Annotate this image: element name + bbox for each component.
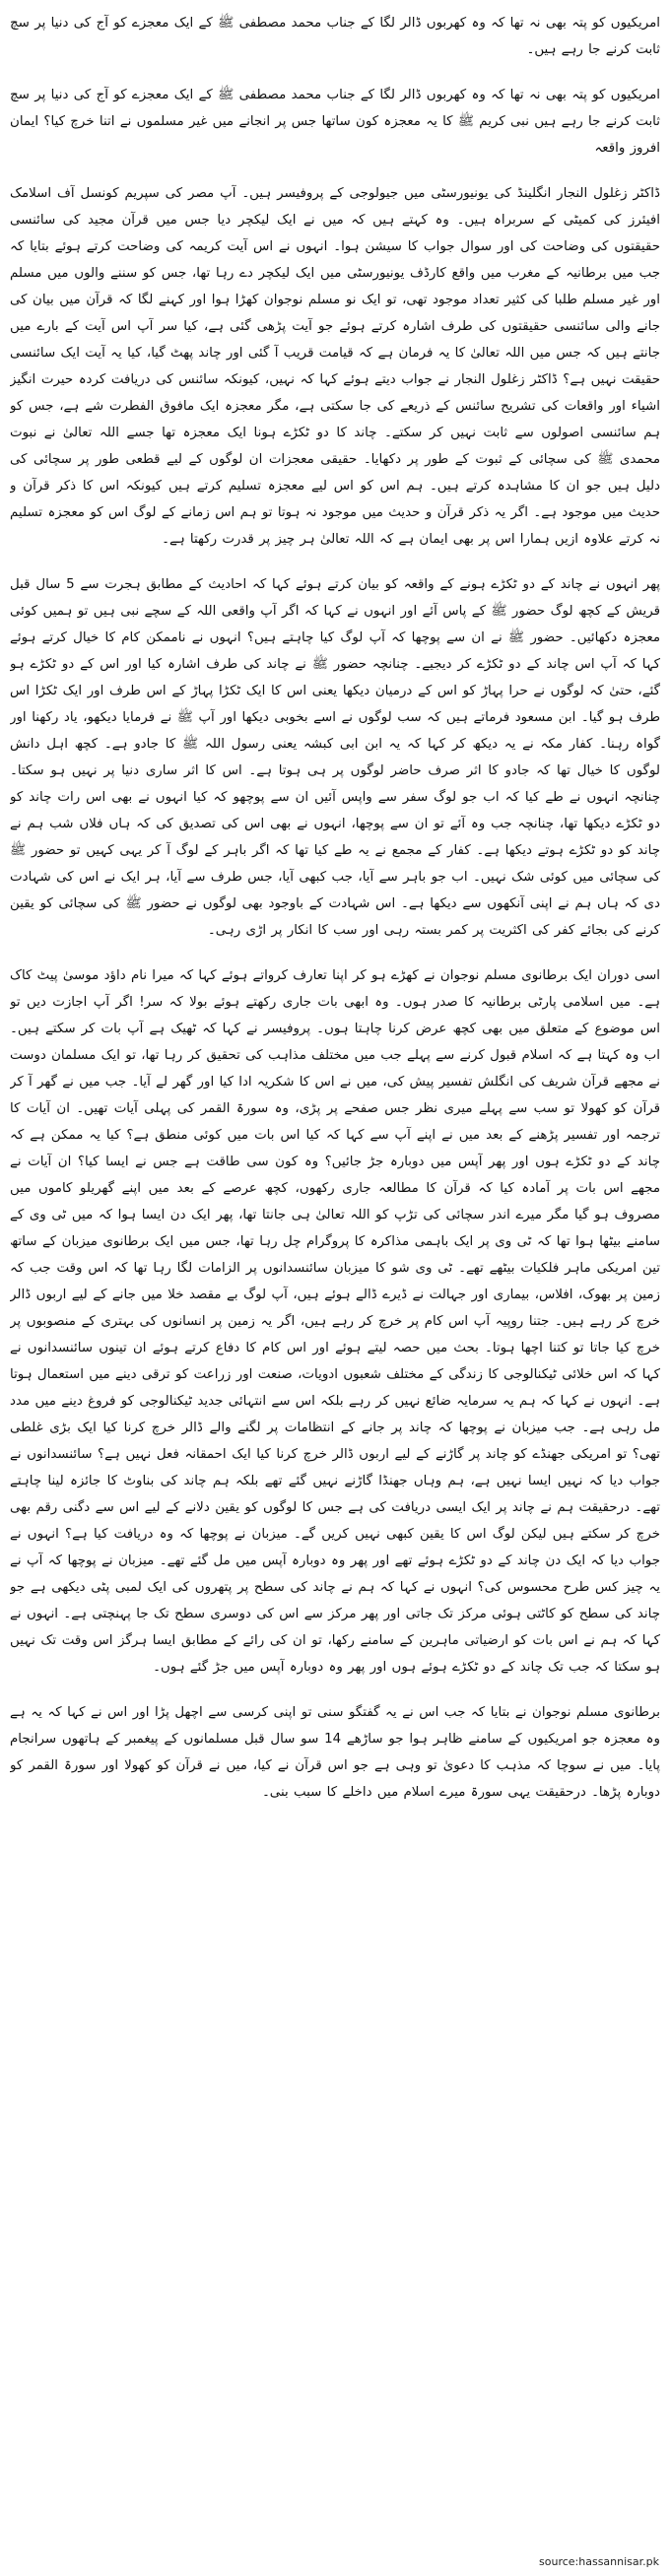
article-heading: امریکیوں کو پتہ بھی نہ تھا کہ وہ کھربوں ڈالر لگا کے جناب محمد مصطفی ﷺ کے ایک معجزے کو آج کی دنیا پر سچ ثابت کرنے جا رہے ہیں نبی کریم ﷺ کا یہ معجزہ کون ساتھا جس پر انجانے میں غیر مسلموں نے اتنا خرچ کیا؟ ایمان افروز واقعہ <box>10 88 660 156</box>
article-paragraph: برطانوی مسلم نوجوان نے بتایا کہ جب اس نے یہ گفتگو سنی تو اپنی کرسی سے اچھل پڑا اور اس نے کہا کہ یہ ہے وہ معجزہ جو امریکیوں کے سامنے ظاہر ہوا جو ساڑھے 14 سو سال قبل مسلمانوں کے پیغمبر کے ہاتھوں سرانجام پایا۔ میں نے سوچا کہ مذہب کا دعویٰ تو وہی ہے جو اس قرآن نے کیا، میں نے قرآن کو کھولا اور سورۃ القمر کو دوبارہ پڑھا۔ درحقیقت یہی سورۃ میرے اسلام میں داخلے کا سبب بنی۔ <box>10 1705 660 1800</box>
article-paragraph: پھر انہوں نے چاند کے دو ٹکڑے ہونے کے واقعہ کو بیان کرتے ہوئے کہا کہ احادیث کے مطابق ہجرت سے 5 سال قبل قریش کے کچھ لوگ حضور ﷺ کے پاس آئے اور انہوں نے کہا کہ اگر آپ واقعی اللہ کے سچے نبی ہیں تو ہمیں کوئی معجزہ دکھائیں۔ حضور ﷺ نے ان سے پوچھا کہ آپ لوگ کیا چاہتے ہیں؟ انہوں نے ناممکن کام کا خیال کرتے ہوئے کہا کہ آپ اس چاند کے دو ٹکڑے کر دیجیے۔ چنانچہ حضور ﷺ نے چاند کی طرف اشارہ کیا اور اس کے دو ٹکڑے ہو گئے، حتیٰ کہ لوگوں نے حرا پہاڑ کو اس کے درمیان دیکھا یعنی اس کا ایک ٹکڑا پہاڑ کے اس طرف اور ایک ٹکڑا اس طرف ہو گیا۔ ابن مسعود فرماتے ہیں کہ سب لوگوں نے اسے بخوبی دیکھا اور آپ ﷺ نے فرمایا دیکھو، یاد رکھنا اور گواہ رہنا۔ کفار مکہ نے یہ دیکھ کر کہا کہ یہ ابن ابی کبشہ یعنی رسول اللہ ﷺ کا جادو ہے۔ کچھ اہل دانش لوگوں کا خیال تھا کہ جادو کا اثر صرف حاضر لوگوں پر ہی ہوتا ہے۔ اس کا اثر ساری دنیا پر نہیں ہو سکتا۔ چنانچہ انہوں نے طے کیا کہ اب جو لوگ سفر سے واپس آئیں ان سے پوچھو کہ کیا انہوں نے بھی اس رات چاند کو دو ٹکڑے دیکھا تھا، چنانچہ جب وہ آئے تو ان سے پوچھا، انہوں نے بھی اس کی تصدیق کی کہ ہاں فلاں شب ہم نے چاند کو دو ٹکڑے ہوتے دیکھا ہے۔ کفار کے مجمع نے یہ طے کیا تھا کہ اگر باہر کے لوگ آ کر یہی کہیں تو حضور ﷺ کی سچائی میں کوئی شک نہیں۔ اب جو باہر سے آیا، جب کبھی آیا، جس طرف سے آیا، ہر ایک نے اس کی شہادت دی کہ ہاں ہم نے اپنی آنکھوں سے دیکھا ہے۔ اس شہادت کے باوجود بھی لوگوں نے حضور ﷺ کی سچائی کو یقین کرنے کی بجائے کفر کی اکثریت پر کمر بستہ رہی اور سب کا انکار پر اڑی رہی۔ <box>10 577 660 938</box>
article-paragraph: ڈاکٹر زغلول النجار انگلینڈ کی یونیورسٹی میں جیولوجی کے پروفیسر ہیں۔ آپ مصر کی سپریم کونسل آف اسلامک افیئرز کی کمیٹی کے سربراہ ہیں۔ وہ کہتے ہیں کہ میں نے ایک لیکچر دیا جس میں قرآن مجید کی سائنسی حقیقتوں کی وضاحت کی اور سوال جواب کا سیشن ہوا۔ انہوں نے اس آیت کریمہ کی وضاحت کرتے ہوئے بتایا کہ جب میں برطانیہ کے مغرب میں واقع کارڈف یونیورسٹی میں ایک لیکچر دے رہا تھا، جس کو سننے والوں میں مسلم اور غیر مسلم طلبا کی کثیر تعداد موجود تھی، تو ایک نو مسلم نوجوان کھڑا ہوا اور کہنے لگا کہ قرآن میں بیان کی جانے والی سائنسی حقیقتوں کی طرف اشارہ کرتے ہوئے جو آیت پڑھی گئی ہے، کیا سر آپ اس آیت کے بارے میں جانتے ہیں کہ جس میں اللہ تعالیٰ کا یہ فرمان ہے کہ قیامت قریب آ گئی اور چاند پھٹ گیا، کیا یہ آیت ایک سائنسی حقیقت نہیں ہے؟ ڈاکٹر زغلول النجار نے جواب دیتے ہوئے کہا کہ نہیں، کیونکہ سائنس کی دریافت کردہ حیرت انگیز اشیاء اور واقعات کی تشریح سائنس کے ذریعے کی جا سکتی ہے، مگر معجزہ ایک مافوق الفطرت شے ہے، جس کو ہم سائنسی اصولوں سے ثابت نہیں کر سکتے۔ چاند کا دو ٹکڑے ہونا ایک معجزہ تھا جسے اللہ تعالیٰ نے نبوت محمدی ﷺ کی سچائی کے ثبوت کے طور پر دکھایا۔ حقیقی معجزات ان لوگوں کے لیے قطعی طور پر سچائی کی دلیل ہیں جو ان کا مشاہدہ کرتے ہیں۔ ہم اس کو اس لیے معجزہ تسلیم کرتے ہیں کیونکہ اس کا ذکر قرآن و حدیث میں موجود ہے۔ اگر یہ ذکر قرآن و حدیث میں موجود نہ ہوتا تو ہم اس زمانے کے لوگ اس کو معجزہ تسلیم نہ کرتے علاوہ ازیں ہمارا اس پر بھی ایمان ہے کہ اللہ تعالیٰ ہر چیز پر قدرت رکھتا ہے۔ <box>10 186 660 547</box>
article-intro: امریکیوں کو پتہ بھی نہ تھا کہ وہ کھربوں ڈالر لگا کے جناب محمد مصطفی ﷺ کے ایک معجزے کو آج کی دنیا پر سچ ثابت کرنے جا رہے ہیں۔ <box>10 16 660 57</box>
source-credit: source:hassannisar.pk <box>539 2555 659 2568</box>
article <box>10 10 660 2546</box>
article-paragraph: اسی دوران ایک برطانوی مسلم نوجوان نے کھڑے ہو کر اپنا تعارف کرواتے ہوئے کہا کہ میرا نام داؤد موسیٰ پیٹ کاک ہے۔ میں اسلامی پارٹی برطانیہ کا صدر ہوں۔ وہ ابھی بات جاری رکھتے ہوئے بولا کہ سر! اگر آپ اجازت دیں تو اس موضوع کے متعلق میں بھی کچھ عرض کرنا چاہتا ہوں۔ پروفیسر نے کہا کہ ٹھیک ہے آپ بات کر سکتے ہیں۔ اب وہ کہتا ہے کہ اسلام قبول کرنے سے پہلے جب میں مختلف مذاہب کی تحقیق کر رہا تھا، تو ایک مسلمان دوست نے مجھے قرآن شریف کی انگلش تفسیر پیش کی، میں نے اس کا شکریہ ادا کیا اور گھر لے آیا۔ جب میں نے گھر آ کر قرآن کو کھولا تو سب سے پہلے میری نظر جس صفحے پر پڑی، وہ سورۃ القمر کی پہلی آیات تھیں۔ ان آیات کا ترجمہ اور تفسیر پڑھنے کے بعد میں نے اپنے آپ سے کہا کہ کیا اس بات میں کوئی منطق ہے؟ کیا یہ ممکن ہے کہ چاند کے دو ٹکڑے ہوں اور پھر آپس میں دوبارہ جڑ جائیں؟ وہ کون سی طاقت ہے جس نے ایسا کیا؟ ان آیات نے مجھے اس بات پر آمادہ کیا کہ قرآن کا مطالعہ جاری رکھوں، کچھ عرصے کے بعد میں اپنے گھریلو کاموں میں مصروف ہو گیا مگر میرے اندر سچائی کی تڑپ کو اللہ تعالیٰ ہی جانتا تھا، پھر ایک دن ایسا ہوا کہ میں ٹی وی کے سامنے بیٹھا ہوا تھا کہ ٹی وی پر ایک باہمی مذاکرہ کا پروگرام چل رہا تھا، جس میں ایک برطانوی میزبان کے ساتھ تین امریکی ماہر فلکیات بیٹھے تھے۔ ٹی وی شو کا میزبان سائنسدانوں پر الزامات لگا رہا تھا کہ اس وقت جب کہ زمین پر بھوک، افلاس، بیماری اور جہالت نے ڈیرے ڈالے ہوئے ہیں، آپ لوگ بے مقصد خلا میں جانے کے لیے اربوں ڈالر خرچ کر رہے ہیں۔ جتنا روپیہ آپ اس کام پر خرچ کر رہے ہیں، اگر یہ زمین پر انسانوں کی بہتری کے منصوبوں پر خرچ کیا جاتا تو کتنا اچھا ہوتا۔ بحث میں حصہ لیتے ہوئے اور اس کام کا دفاع کرتے ہوئے ان تینوں سائنسدانوں نے کہا کہ اس خلائی ٹیکنالوجی کا زندگی کے مختلف شعبوں ادویات، صنعت اور زراعت کو ترقی دینے میں استعمال ہوتا ہے۔ انہوں نے کہا کہ ہم یہ سرمایہ ضائع نہیں کر رہے بلکہ اس سے انتہائی جدید ٹیکنالوجی کو فروغ دینے میں مدد مل رہی ہے۔ جب میزبان نے پوچھا کہ چاند پر جانے کے انتظامات پر لگنے والے ڈالر خرچ کرنا کیا ایک بڑی غلطی تھی؟ تو امریکی جھنڈے کو چاند پر گاڑنے کے لیے اربوں ڈالر خرچ کرنا کیا ایک احمقانہ فعل نہیں ہے؟ سائنسدانوں نے جواب دیا کہ نہیں ایسا نہیں ہے، ہم وہاں جھنڈا گاڑنے نہیں گئے تھے بلکہ ہم چاند کی بناوٹ کا جائزہ لینا چاہتے تھے۔ درحقیقت ہم نے چاند پر ایک ایسی دریافت کی ہے جس کا لوگوں کو یقین دلانے کے لیے اس سے دگنی رقم بھی خرچ کر سکتے ہیں لیکن لوگ اس کا یقین کبھی نہیں کریں گے۔ میزبان نے پوچھا کہ وہ دریافت کیا ہے؟ انہوں نے جواب دیا کہ ایک دن چاند کے دو ٹکڑے ہوئے تھے اور پھر وہ دوبارہ آپس میں مل گئے تھے۔ میزبان نے پوچھا کہ آپ نے یہ چیز کس طرح محسوس کی؟ انہوں نے کہا کہ ہم نے چاند کی سطح پر پتھروں کی ایک لمبی پٹی دیکھی ہے جو چاند کی سطح کو کاٹتی ہوئی مرکز تک جاتی اور پھر مرکز سے اس کی دوسری سطح تک جا پہنچتی ہے۔ انہوں نے کہا کہ ہم نے اس بات کو ارضیاتی ماہرین کے سامنے رکھا، تو ان کی رائے کے مطابق ایسا ہرگز اس وقت تک نہیں ہو سکتا کہ جب تک چاند کے دو ٹکڑے ہوئے ہوں اور پھر وہ دوبارہ آپس میں جڑ گئے ہوں۔ <box>10 968 660 1675</box>
